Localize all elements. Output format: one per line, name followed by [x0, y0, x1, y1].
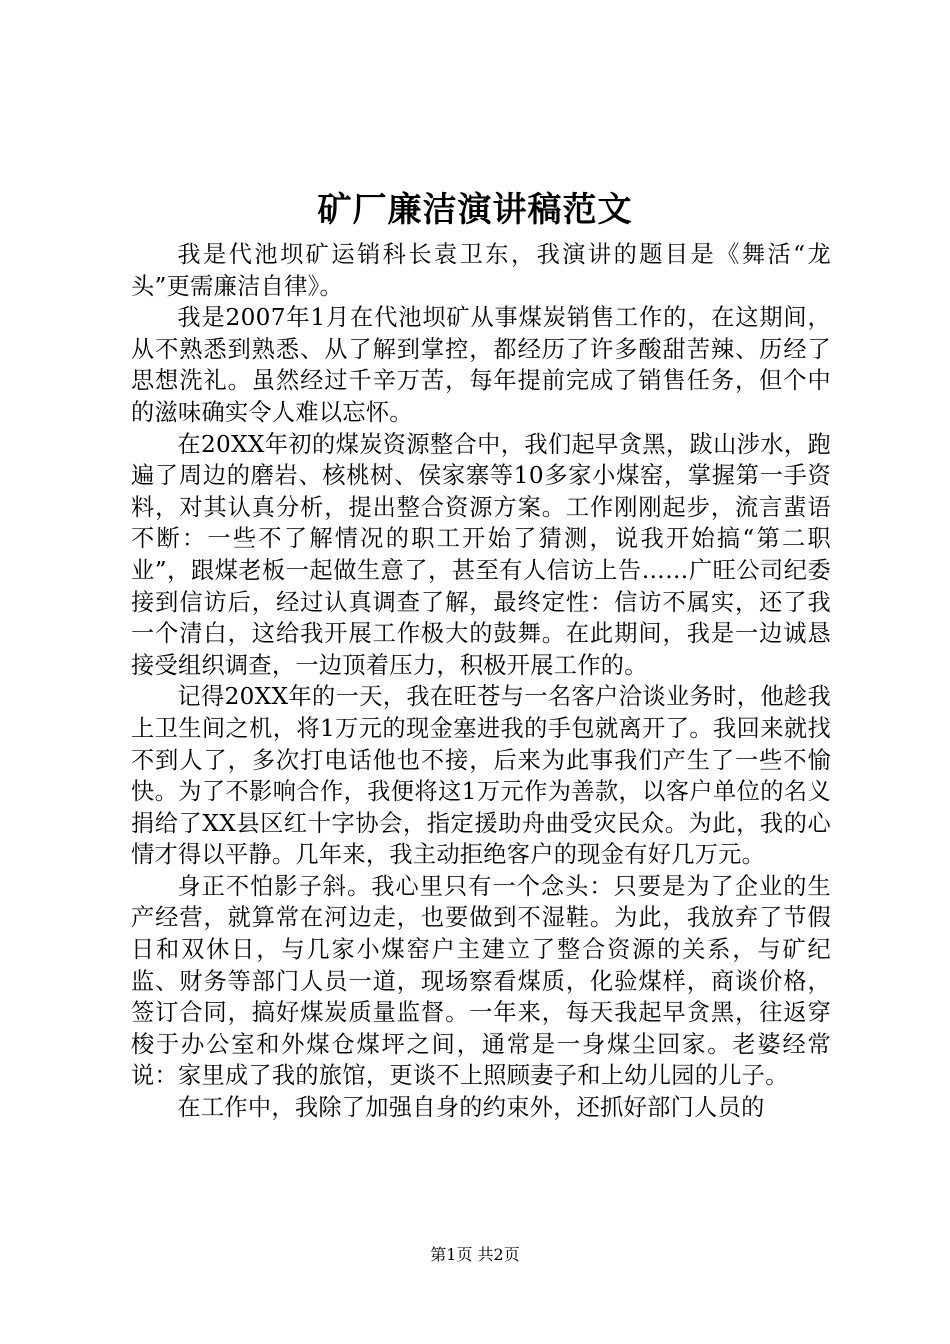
paragraph: 记得20XX年的一天，我在旺苍与一名客户洽谈业务时，他趁我上卫生间之机，将1万元的现金塞进我的手包就离开了。我回来就找不到人了，多次打电话他也不接，后来为此事我们产生了一些不愉快。为了不影响合作，我便将这1万元作为善款，以客户单位的名义捐给了XX县区红十字协会，指定援助舟曲受灾民众。为此，我的心情才得以平静。几年来，我主动拒绝客户的现金有好几万元。 — [131, 683, 831, 869]
page-footer: 第1页 共2页 — [430, 1245, 520, 1264]
page-title: 矿厂廉洁演讲稿范文 — [317, 190, 633, 230]
paragraph: 我是2007年1月在代池坝矿从事煤炭销售工作的，在这期间，从不熟悉到熟悉、从了解到掌控，都经历了许多酸甜苦辣、历经了思想洗礼。虽然经过千辛万苦，每年提前完成了销售任务，但个中的滋味确实令人难以忘怀。 — [131, 304, 831, 426]
paragraph: 身正不怕影子斜。我心里只有一个念头：只要是为了企业的生产经营，就算常在河边走，也要做到不湿鞋。为此，我放弃了节假日和双休日，与几家小煤窑户主建立了整合资源的关系，与矿纪监、财务等部门人员一道，现场察看煤质，化验煤样，商谈价格，签订合同，搞好煤炭质量监督。一年来，每天我起早贪黑，往返穿梭于办公室和外煤仓煤坪之间，通常是一身煤尘回家。老婆经常说：家里成了我的旅馆，更谈不上照顾妻子和上幼儿园的儿子。 — [131, 872, 831, 1090]
body-text — [131, 239, 831, 1124]
paragraph: 我是代池坝矿运销科长袁卫东，我演讲的题目是《舞活“龙头”更需廉洁自律》。 — [131, 241, 831, 300]
paragraph: 在20XX年初的煤炭资源整合中，我们起早贪黑，跋山涉水，跑遍了周边的磨岩、核桃树、侯家寨等10多家小煤窑，掌握第一手资料，对其认真分析，提出整合资源方案。工作刚刚起步，流言蜚语不断：一些不了解情况的职工开始了猜测，说我开始搞“第二职业”，跟煤老板一起做生意了，甚至有人信访上告……广旺公司纪委接到信访后，经过认真调查了解，最终定性：信访不属实，还了我一个清白，这给我开展工作极大的鼓舞。在此期间，我是一边诚恳接受组织调查，一边顶着压力，积极开展工作的。 — [131, 430, 831, 679]
paragraph: 在工作中，我除了加强自身的约束外，还抓好部门人员的 — [177, 1094, 765, 1122]
